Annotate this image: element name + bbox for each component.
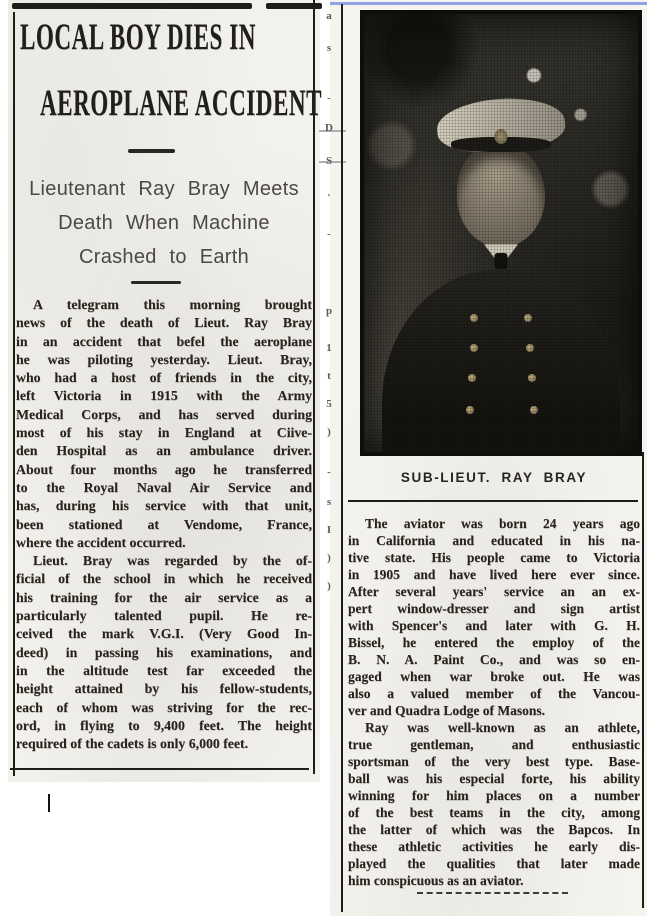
gutter-text-fragment: 1 <box>326 342 332 354</box>
article-line: Ray was well-known as an athlete, <box>365 720 640 735</box>
article-line: ver and Quadra Lodge of Masons. <box>348 703 546 718</box>
article-line: Medical Corps, and has served during <box>16 406 312 422</box>
uniform-torso <box>382 270 620 456</box>
scan-artifact-tick <box>48 794 50 812</box>
uniform-button <box>466 406 474 414</box>
article-line: After several years' service an an ex- <box>348 584 640 599</box>
article-line: left Victoria in 1915 with the Army <box>16 388 312 404</box>
article-line: deed) in passing his examinations, and <box>16 644 312 660</box>
article-line: winning for him places on a number <box>348 788 640 803</box>
gutter-text-fragment: I <box>326 524 332 536</box>
article-line: B. N. A. Paint Co., and was so en- <box>348 652 640 667</box>
right-column-right-border <box>642 452 644 908</box>
gutter-text-fragment: s <box>326 42 332 54</box>
article-line: him conspicuous as an aviator. <box>348 873 524 888</box>
article-line: in California and educated in his na- <box>348 533 640 548</box>
gutter-text-fragment: a <box>326 10 332 22</box>
cap-badge <box>495 129 508 144</box>
article-line: den Hospital as an ambulance driver. <box>16 443 312 459</box>
article-line: pert window-dresser and sign artist <box>348 601 640 616</box>
left-column-top-border <box>266 3 322 9</box>
article-line: who had a host of friends in the city, <box>16 370 312 386</box>
article-line: been stationed at Vendome, France, <box>16 516 312 532</box>
gutter-text-fragment: D <box>325 122 333 134</box>
left-column-top-border <box>12 3 252 9</box>
uniform-button <box>526 344 534 352</box>
article-line: A telegram this morning brought <box>33 297 312 312</box>
article-line: The aviator was born 24 years ago <box>365 516 640 531</box>
right-article-body <box>348 515 640 889</box>
gutter-text-fragment: - <box>327 228 331 240</box>
subheadline-line: Lieutenant Ray Bray Meets <box>29 178 299 200</box>
subheadline-divider-dash <box>131 281 181 284</box>
article-line: Bissel, he entered the employ of the <box>348 635 640 650</box>
subheadline <box>14 172 314 274</box>
gutter-text-fragment: ) <box>327 552 331 564</box>
paragraph <box>348 515 640 719</box>
end-of-article-rule <box>417 892 568 894</box>
article-line: in an accident that befel the aeroplane <box>16 333 312 349</box>
right-column-left-border <box>341 4 343 912</box>
article-line: ord, in flying to 9,400 feet. The height <box>16 717 312 733</box>
gutter-text-fragment: - <box>327 466 331 478</box>
gutter-text-fragment: ) <box>327 580 331 592</box>
neck-tie <box>495 253 508 269</box>
article-line: also a valued member of the Vancou- <box>348 686 640 701</box>
article-line: his training for the air service as a <box>16 589 312 605</box>
article-line: he was piloting yesterday. Lieut. Bray, <box>16 351 312 367</box>
article-line: of the best teams in the city, among <box>348 805 640 820</box>
paragraph <box>348 719 640 889</box>
gutter-text-fragment: ) <box>327 426 331 438</box>
left-article-body <box>16 296 312 753</box>
photo-caption: SUB-LIEUT. RAY BRAY <box>400 470 588 485</box>
uniform-button <box>468 374 476 382</box>
headline-line-2: AEROPLANE ACCIDENT <box>40 83 323 124</box>
article-line: where the accident occurred. <box>16 534 186 550</box>
article-line: most of his stay in England at Ciive- <box>16 425 312 441</box>
article-line: with Spencer's and later with G. H. <box>348 618 640 633</box>
article-line: ficial of the school in which he received <box>16 571 312 587</box>
article-line: Lieut. Bray was regarded by the of- <box>33 553 312 569</box>
article-line: in 1905 and have lived here ever since. <box>348 567 640 582</box>
article-line: the latter of which was the Bapcos. In <box>348 822 640 837</box>
caption-divider-rule <box>348 500 638 502</box>
article-line: tive state. His people came to Victoria <box>348 550 640 565</box>
article-line: required of the cadets is only 6,000 feet. <box>16 736 249 752</box>
headline-line-1: LOCAL BOY DIES IN <box>20 17 256 58</box>
article-line: ball was his especial forte, his ability <box>348 771 640 786</box>
article-line: played the qualities that later made <box>348 856 640 871</box>
gutter-text-fragment: s <box>326 496 332 508</box>
article-line: gaged when war broke out. He was <box>348 669 640 684</box>
subheadline-line: Crashed to Earth <box>79 246 249 268</box>
uniform-button <box>524 314 532 322</box>
article-line: sportsman of the very best type. Base- <box>348 754 640 769</box>
article-line: news of the death of Lieut. Ray Bray <box>16 315 312 331</box>
paragraph <box>16 296 312 552</box>
gutter-text-fragment: p <box>325 305 333 317</box>
gutter-text-fragment: - <box>327 92 331 104</box>
uniform-button <box>528 374 536 382</box>
gutter-text-fragment: ' <box>327 192 331 204</box>
article-line: true gentleman, and enthusiastic <box>348 737 640 752</box>
gutter-text-fragment: S <box>325 155 333 167</box>
portrait-photo-ray-bray <box>360 10 642 456</box>
scan-artifact-blue-line <box>330 2 647 5</box>
article-line: ceived the mark V.G.I. (Very Good In- <box>16 626 312 642</box>
article-line: has, during his service with that unit, <box>16 498 312 514</box>
gutter-text-fragment: t <box>327 370 331 382</box>
article-line: About four months ago he transferred <box>16 461 312 477</box>
left-column-bottom-rule <box>10 768 309 770</box>
article-line: particularly talented pupil. He re- <box>16 608 312 624</box>
article-line: to the Royal Naval Air Service and <box>16 479 312 495</box>
uniform-button <box>470 344 478 352</box>
gutter-text-fragment: 5 <box>326 398 332 410</box>
uniform-button <box>530 406 538 414</box>
article-line: each of whom was striving for the rec- <box>16 699 312 715</box>
headline-divider-dash <box>128 149 175 153</box>
left-column-left-border <box>13 12 15 776</box>
article-line: in the altitude test far exceeded the <box>16 662 312 678</box>
paragraph <box>16 552 312 753</box>
subheadline-line: Death When Machine <box>58 212 270 234</box>
portrait-face <box>457 143 545 247</box>
article-line: height attained by his fellow-students, <box>16 681 312 697</box>
uniform-button <box>470 314 478 322</box>
article-line: these athletic activities he early dis- <box>348 839 640 854</box>
